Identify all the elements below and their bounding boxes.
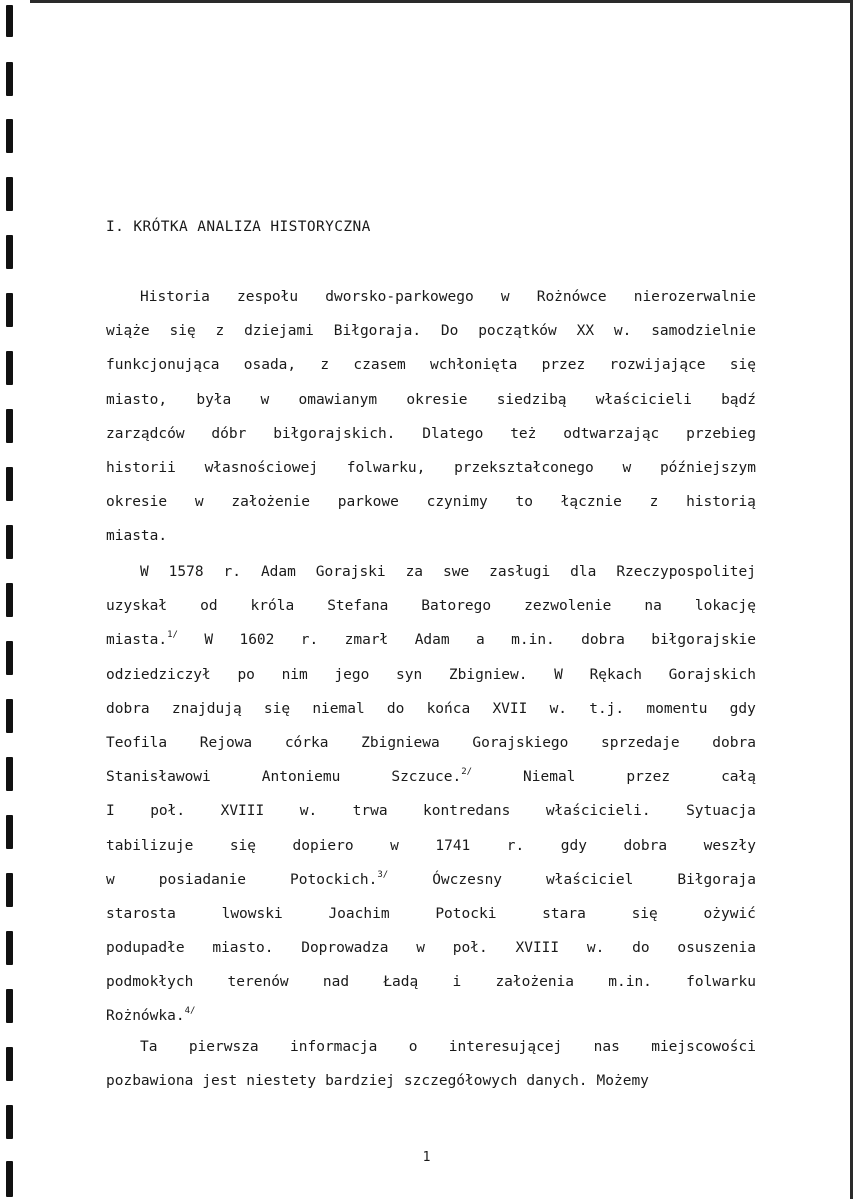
word: Biłgoraja. bbox=[333, 323, 422, 340]
word: Joachim bbox=[328, 905, 390, 922]
word: zarządców bbox=[106, 425, 185, 442]
text-line bbox=[106, 726, 756, 760]
word: niestety bbox=[246, 1073, 317, 1090]
word: nas bbox=[593, 1039, 620, 1055]
word: Stanisławowi bbox=[106, 769, 211, 786]
word: Teofila bbox=[106, 734, 168, 751]
word: pierwsza bbox=[188, 1039, 259, 1055]
word: zmarł bbox=[344, 632, 389, 649]
word: dworsko-parkowego bbox=[325, 289, 474, 305]
word: bardziej bbox=[325, 1073, 395, 1090]
binding-mark bbox=[6, 699, 13, 733]
word: też bbox=[510, 425, 537, 442]
footnote-ref: 1/ bbox=[167, 630, 178, 641]
word: Ładą bbox=[383, 974, 419, 991]
word: właścicieli. bbox=[545, 803, 651, 820]
text-line bbox=[106, 1064, 756, 1098]
text-line bbox=[106, 348, 756, 382]
word: podupadłe bbox=[106, 940, 185, 957]
word: XVIII bbox=[220, 803, 265, 820]
word: to bbox=[515, 494, 533, 511]
word: jest bbox=[202, 1073, 238, 1090]
word: założenie bbox=[231, 494, 310, 511]
word: w. bbox=[299, 803, 318, 820]
word: przebieg bbox=[686, 425, 756, 442]
word: miasto. bbox=[212, 940, 274, 957]
word: Ta bbox=[140, 1039, 158, 1055]
word: omawianym bbox=[298, 391, 378, 408]
word: t.j. bbox=[589, 700, 625, 717]
word: dóbr bbox=[211, 425, 247, 442]
word: Historia bbox=[140, 289, 210, 305]
word: Potockich.$^{3/}$ bbox=[290, 869, 389, 888]
word: Gorajskich bbox=[668, 666, 756, 683]
word: Szczuce.$^{2/}$ bbox=[391, 767, 473, 786]
word: znajdują bbox=[171, 700, 242, 717]
word: miasta.$^{1/}$ bbox=[106, 630, 178, 649]
word: parkowe bbox=[337, 494, 399, 511]
word: Dlatego bbox=[422, 425, 484, 442]
text-line bbox=[106, 314, 756, 348]
word: w. bbox=[586, 940, 605, 957]
word: Sytuacja bbox=[686, 803, 756, 820]
text-line bbox=[106, 829, 756, 863]
word: danych. bbox=[526, 1073, 588, 1090]
word: informacja bbox=[290, 1039, 378, 1055]
word: w bbox=[390, 837, 399, 854]
word: w bbox=[622, 459, 632, 476]
word: weszły bbox=[703, 837, 756, 854]
word: okresie bbox=[406, 391, 468, 408]
word: sprzedaje bbox=[601, 734, 680, 751]
word: 1602 bbox=[239, 632, 275, 649]
binding-mark bbox=[6, 467, 13, 501]
word: momentu bbox=[646, 700, 708, 717]
binding-mark bbox=[6, 641, 13, 675]
word: Rejowa bbox=[199, 734, 253, 751]
word: zasługi bbox=[489, 564, 551, 580]
binding-mark bbox=[6, 5, 13, 37]
word: terenów bbox=[227, 974, 289, 991]
word: ożywić bbox=[703, 905, 756, 922]
text-line bbox=[106, 519, 756, 553]
word: dobra bbox=[106, 700, 150, 717]
word: historii bbox=[106, 459, 176, 476]
word: Batorego bbox=[421, 598, 492, 615]
word: czynimy bbox=[426, 494, 488, 511]
text-line bbox=[106, 692, 756, 726]
word: tabilizuje bbox=[106, 837, 194, 854]
word: całą bbox=[721, 769, 756, 786]
text-line bbox=[106, 417, 756, 451]
word: odziedziczył bbox=[106, 666, 211, 683]
word: przekształconego bbox=[454, 459, 594, 476]
word: zespołu bbox=[237, 289, 299, 305]
word: m.in. bbox=[511, 632, 555, 649]
word: od bbox=[200, 598, 218, 615]
word: dobra bbox=[581, 632, 625, 649]
word: do bbox=[386, 700, 405, 717]
word: posiadanie bbox=[158, 871, 247, 888]
word: folwarku, bbox=[346, 459, 426, 476]
word: gdy bbox=[560, 837, 587, 854]
word: łącznie bbox=[560, 494, 622, 511]
text-line bbox=[106, 863, 756, 897]
word: 1741 bbox=[435, 837, 471, 854]
word: Rzeczypospolitej bbox=[616, 564, 756, 580]
word: po bbox=[237, 666, 255, 683]
footnote-ref: 4/ bbox=[184, 1006, 196, 1017]
word: r. bbox=[223, 564, 241, 580]
word: r. bbox=[506, 837, 525, 854]
word: się bbox=[729, 357, 756, 374]
footnote-ref: 2/ bbox=[461, 767, 473, 778]
word: bądź bbox=[721, 391, 756, 408]
word: Adam bbox=[414, 632, 450, 649]
word: trwa bbox=[352, 803, 388, 820]
binding-mark bbox=[6, 815, 13, 849]
word: rozwijające bbox=[609, 357, 706, 374]
text-line bbox=[106, 999, 756, 1033]
word: siedzibą bbox=[496, 391, 567, 408]
word: Do bbox=[440, 323, 459, 340]
word: miejscowości bbox=[651, 1039, 756, 1055]
word: nierozerwalnie bbox=[633, 289, 756, 305]
binding-holes-strip bbox=[0, 0, 24, 1199]
word: r. bbox=[300, 632, 319, 649]
word: starosta bbox=[106, 905, 176, 922]
word: Gorajskiego bbox=[472, 734, 569, 751]
binding-mark bbox=[6, 989, 13, 1023]
text-line bbox=[106, 897, 756, 931]
binding-mark bbox=[6, 409, 13, 443]
text-line bbox=[106, 280, 756, 314]
text-line bbox=[106, 965, 756, 999]
word: samodzielnie bbox=[651, 323, 756, 340]
binding-mark bbox=[6, 62, 13, 96]
word: Rożnówce bbox=[536, 289, 607, 305]
word: historią bbox=[686, 494, 756, 511]
binding-mark bbox=[6, 235, 13, 269]
page-border-top bbox=[30, 0, 853, 3]
text-line bbox=[106, 623, 756, 657]
word: króla bbox=[250, 598, 295, 615]
binding-mark bbox=[6, 931, 13, 965]
binding-mark bbox=[6, 119, 13, 153]
word: Niemal bbox=[523, 769, 576, 786]
binding-mark bbox=[6, 873, 13, 907]
word: zezwolenie bbox=[524, 598, 612, 615]
word: osuszenia bbox=[677, 940, 756, 957]
word: przez bbox=[626, 769, 671, 786]
text-line bbox=[106, 485, 756, 519]
text-line bbox=[106, 760, 756, 794]
word: z bbox=[649, 494, 659, 511]
word: początków bbox=[478, 323, 557, 340]
word: a bbox=[476, 632, 485, 649]
word: Rękach bbox=[589, 666, 642, 683]
word: dobra bbox=[712, 734, 756, 751]
word: pozbawiona bbox=[106, 1073, 194, 1090]
word: Zbigniewa bbox=[361, 734, 440, 751]
word: dobra bbox=[623, 837, 668, 854]
word: Stefana bbox=[327, 598, 389, 615]
word: biłgorajskie bbox=[651, 632, 756, 649]
word: lwowski bbox=[221, 905, 283, 922]
word: własnościowej bbox=[204, 459, 319, 476]
word: dla bbox=[570, 564, 597, 580]
word: w bbox=[500, 289, 510, 305]
word: czasem bbox=[353, 357, 406, 374]
word: Rożnówka.$^{4/}$ bbox=[106, 1006, 196, 1025]
text-line bbox=[106, 658, 756, 692]
word: swe bbox=[442, 564, 470, 580]
word: jego bbox=[334, 666, 370, 683]
text-line bbox=[106, 451, 756, 485]
word: W bbox=[554, 666, 563, 683]
word: funkcjonująca bbox=[106, 357, 220, 374]
text-line bbox=[106, 383, 756, 417]
word: Doprowadza bbox=[301, 940, 389, 957]
word: i bbox=[452, 974, 462, 991]
text-line bbox=[106, 794, 756, 828]
binding-mark bbox=[6, 583, 13, 617]
word: W bbox=[204, 632, 214, 649]
word: stara bbox=[542, 905, 586, 922]
word: Zbigniew. bbox=[448, 666, 528, 683]
word: późniejszym bbox=[659, 459, 756, 476]
word: w bbox=[194, 494, 204, 511]
binding-mark bbox=[6, 177, 13, 211]
word: się bbox=[229, 837, 257, 854]
word: miasta. bbox=[106, 528, 168, 545]
word: 1578 bbox=[168, 564, 204, 580]
binding-mark bbox=[6, 351, 13, 385]
binding-mark bbox=[6, 1105, 13, 1139]
word: za bbox=[405, 564, 424, 580]
word: Antoniemu bbox=[261, 769, 341, 786]
binding-mark bbox=[6, 525, 13, 559]
word: miasto, bbox=[106, 391, 168, 408]
binding-mark bbox=[6, 293, 13, 327]
word: lokację bbox=[694, 598, 756, 615]
word: osada, bbox=[243, 357, 297, 374]
word: końca bbox=[426, 700, 471, 717]
word: Gorajski bbox=[315, 564, 386, 580]
text-line bbox=[106, 1030, 756, 1064]
word: biłgorajskich. bbox=[273, 425, 396, 442]
word: Biłgoraja bbox=[677, 871, 756, 888]
text-line bbox=[106, 589, 756, 623]
word: uzyskał bbox=[106, 598, 168, 615]
word: gdy bbox=[729, 700, 756, 717]
word: kontredans bbox=[423, 803, 511, 820]
section-heading: I. KRÓTKA ANALIZA HISTORYCZNA bbox=[106, 219, 371, 235]
word: dziejami bbox=[244, 323, 314, 340]
word: właścicieli bbox=[595, 391, 692, 408]
footnote-ref: 3/ bbox=[377, 869, 389, 880]
word: założenia bbox=[495, 974, 575, 991]
word: szczegółowych bbox=[403, 1073, 518, 1090]
word: córka bbox=[284, 734, 329, 751]
word: syn bbox=[396, 666, 423, 683]
word: Potocki bbox=[435, 905, 497, 922]
word: w bbox=[416, 940, 426, 957]
word: na bbox=[644, 598, 662, 615]
word: Ówczesny bbox=[432, 871, 503, 888]
page-number: 1 bbox=[422, 1150, 431, 1165]
word: wiąże bbox=[106, 323, 150, 340]
word: się bbox=[631, 905, 658, 922]
binding-mark bbox=[6, 757, 13, 791]
paragraph bbox=[106, 555, 756, 1034]
word: poł. bbox=[452, 940, 488, 957]
word: przez bbox=[541, 357, 586, 374]
word: podmokłych bbox=[106, 974, 194, 991]
word: XX bbox=[576, 323, 595, 340]
word: właściciel bbox=[546, 871, 634, 888]
paragraph bbox=[106, 280, 756, 554]
word: w bbox=[106, 871, 115, 888]
word: dopiero bbox=[292, 837, 354, 854]
binding-mark bbox=[6, 1047, 13, 1081]
word: nad bbox=[322, 974, 350, 991]
word: wchłonięta bbox=[430, 357, 518, 374]
word: Możemy bbox=[596, 1073, 649, 1090]
word: do bbox=[632, 940, 650, 957]
word: m.in. bbox=[608, 974, 652, 991]
word: była bbox=[196, 391, 232, 408]
paragraph bbox=[106, 1030, 756, 1098]
word: folwarku bbox=[686, 974, 756, 991]
binding-mark bbox=[6, 1161, 13, 1197]
word: o bbox=[408, 1039, 418, 1055]
word: W bbox=[140, 564, 149, 580]
word: odtwarzając bbox=[563, 425, 660, 442]
word: się bbox=[263, 700, 291, 717]
word: poł. bbox=[150, 803, 186, 820]
word: XVII bbox=[492, 700, 528, 717]
word: w bbox=[260, 391, 270, 408]
word: interesującej bbox=[448, 1039, 563, 1055]
word: z bbox=[215, 323, 225, 340]
word: XVIII bbox=[515, 940, 560, 957]
word: w. bbox=[613, 323, 632, 340]
word: w. bbox=[549, 700, 568, 717]
text-line bbox=[106, 555, 756, 589]
word: się bbox=[169, 323, 196, 340]
word: z bbox=[320, 357, 330, 374]
word: Adam bbox=[260, 564, 296, 580]
word: okresie bbox=[106, 494, 168, 511]
word: niemal bbox=[312, 700, 365, 717]
word: nim bbox=[281, 666, 308, 683]
word: I bbox=[106, 803, 115, 820]
text-line bbox=[106, 931, 756, 965]
